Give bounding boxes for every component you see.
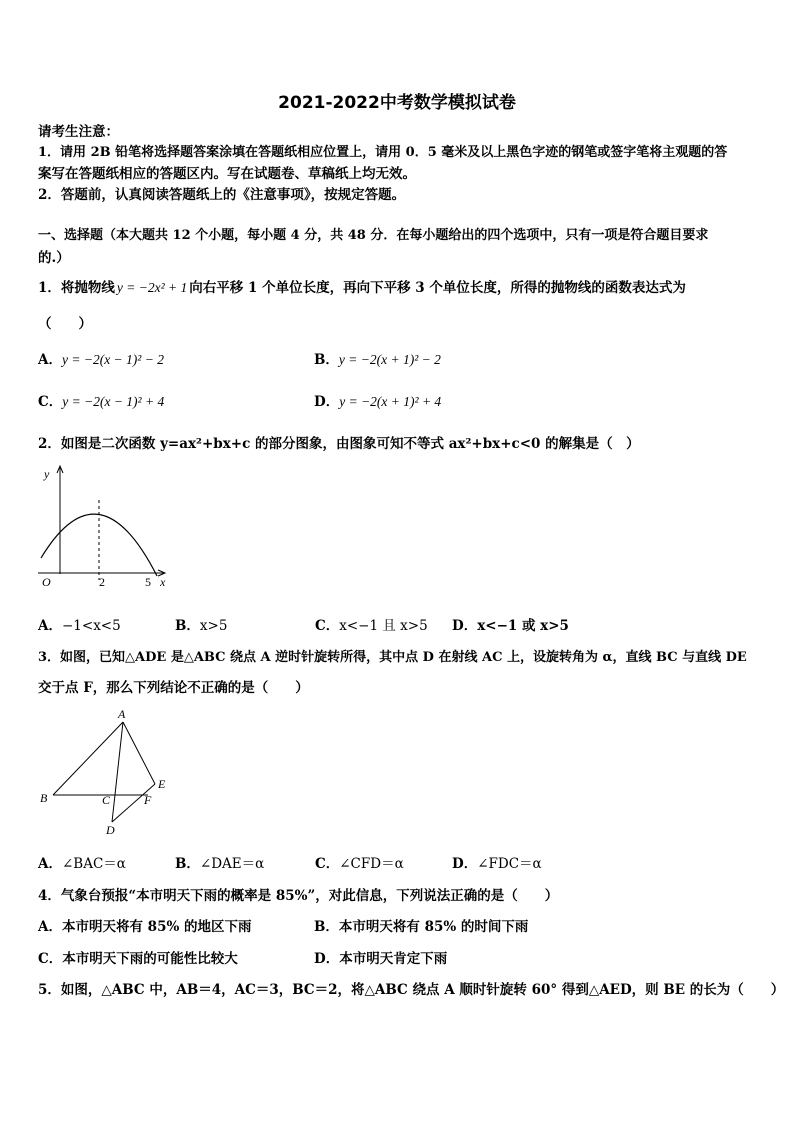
notice-line-3: 2．答题前，认真阅读答题纸上的《注意事项》，按规定答题。 xyxy=(38,187,406,203)
q2-stem: 2．如图是二次函数 y=ax²+bx+c 的部分图象，由图象可知不等式 ax²+bx+c<0 的解集是（ ） xyxy=(38,436,640,452)
notice-heading: 请考生注意： xyxy=(38,124,119,140)
section-heading-line-1: 一、选择题（本大题共 12 个小题，每小题 4 分，共 48 分．在每小题给出的四个选项中，只有一项是符合题目要求 xyxy=(38,228,709,243)
section-heading-line-2: 的.） xyxy=(38,250,70,266)
q3-stem-line-1: 3．如图，已知△ADE 是△ABC 绕点 A 逆时针旋转所得，其中点 D 在射线 AC 上，设旋转角为 α，直线 BC 与直线 DE xyxy=(38,650,747,665)
label-tick-5: 5 xyxy=(145,575,151,589)
q1-stem xyxy=(38,276,686,296)
label-tick-2: 2 xyxy=(99,575,105,589)
q1-option-b: B．y = −2(x + 1)² − 2 xyxy=(314,352,441,368)
q3-option-d: D．∠FDC＝α xyxy=(452,856,542,872)
label-origin: O xyxy=(42,575,51,589)
q2-parabola-figure xyxy=(36,462,176,590)
q1-option-d: D．y = −2(x + 1)² + 4 xyxy=(314,394,442,410)
page-title: 2021-2022中考数学模拟试卷 xyxy=(278,93,516,113)
label-D: D xyxy=(106,823,115,837)
label-x: x xyxy=(160,575,166,589)
q2-option-d: D．x<−1 或 x>5 xyxy=(452,618,569,634)
label-F: F xyxy=(144,793,152,807)
q3-option-b: B．∠DAE＝α xyxy=(175,856,265,872)
q4-option-d: D．本市明天肯定下雨 xyxy=(314,951,448,967)
q4-stem: 4．气象台预报“本市明天下雨的概率是 85%”，对此信息，下列说法正确的是（ ） xyxy=(38,888,559,904)
q3-triangle-figure xyxy=(36,704,176,838)
q3-stem-line-2: 交于点 F，那么下列结论不正确的是（ ） xyxy=(38,680,309,696)
q4-option-a: A．本市明天将有 85% 的地区下雨 xyxy=(38,919,252,935)
label-A: A xyxy=(118,707,126,721)
q1-option-c: C．y = −2(x − 1)² + 4 xyxy=(38,394,165,410)
label-C: C xyxy=(102,793,111,807)
q2-option-c: C．x<−1 且 x>5 xyxy=(315,618,428,634)
q3-option-c: C．∠CFD＝α xyxy=(315,856,404,872)
q5-stem: 5．如图，△ABC 中，AB＝4，AC＝3，BC＝2，将△ABC 绕点 A 顺时针旋转 60° 得到△AED，则 BE 的长为（ ） xyxy=(38,982,785,998)
q1-option-a: A．y = −2(x − 1)² − 2 xyxy=(38,352,164,368)
q2-option-b: B．x>5 xyxy=(175,618,228,634)
notice-line-1: 1．请用 2B 铅笔将选择题答案涂填在答题纸相应位置上，请用 0．5 毫米及以上黑色字迹的钢笔或签字笔将主观题的答 xyxy=(38,145,728,160)
q1-prefix: 1．将抛物线 xyxy=(38,280,115,296)
notice-line-2: 案写在答题纸相应的答题区内。写在试题卷、草稿纸上均无效。 xyxy=(38,166,416,182)
q1-answer-paren: （ ） xyxy=(38,316,92,332)
q2-option-a: A．−1<x<5 xyxy=(38,618,121,634)
label-y: y xyxy=(44,467,50,481)
label-E: E xyxy=(158,777,166,791)
q4-option-c: C．本市明天下雨的可能性比较大 xyxy=(38,951,238,967)
q3-option-a: A．∠BAC＝α xyxy=(38,856,126,872)
label-B: B xyxy=(40,791,48,805)
q1-expression: y = −2x² + 1 xyxy=(116,280,188,295)
q4-option-b: B．本市明天将有 85% 的时间下雨 xyxy=(314,919,529,935)
q1-suffix: 向右平移 1 个单位长度，再向下平移 3 个单位长度，所得的抛物线的函数表达式为 xyxy=(189,280,686,296)
